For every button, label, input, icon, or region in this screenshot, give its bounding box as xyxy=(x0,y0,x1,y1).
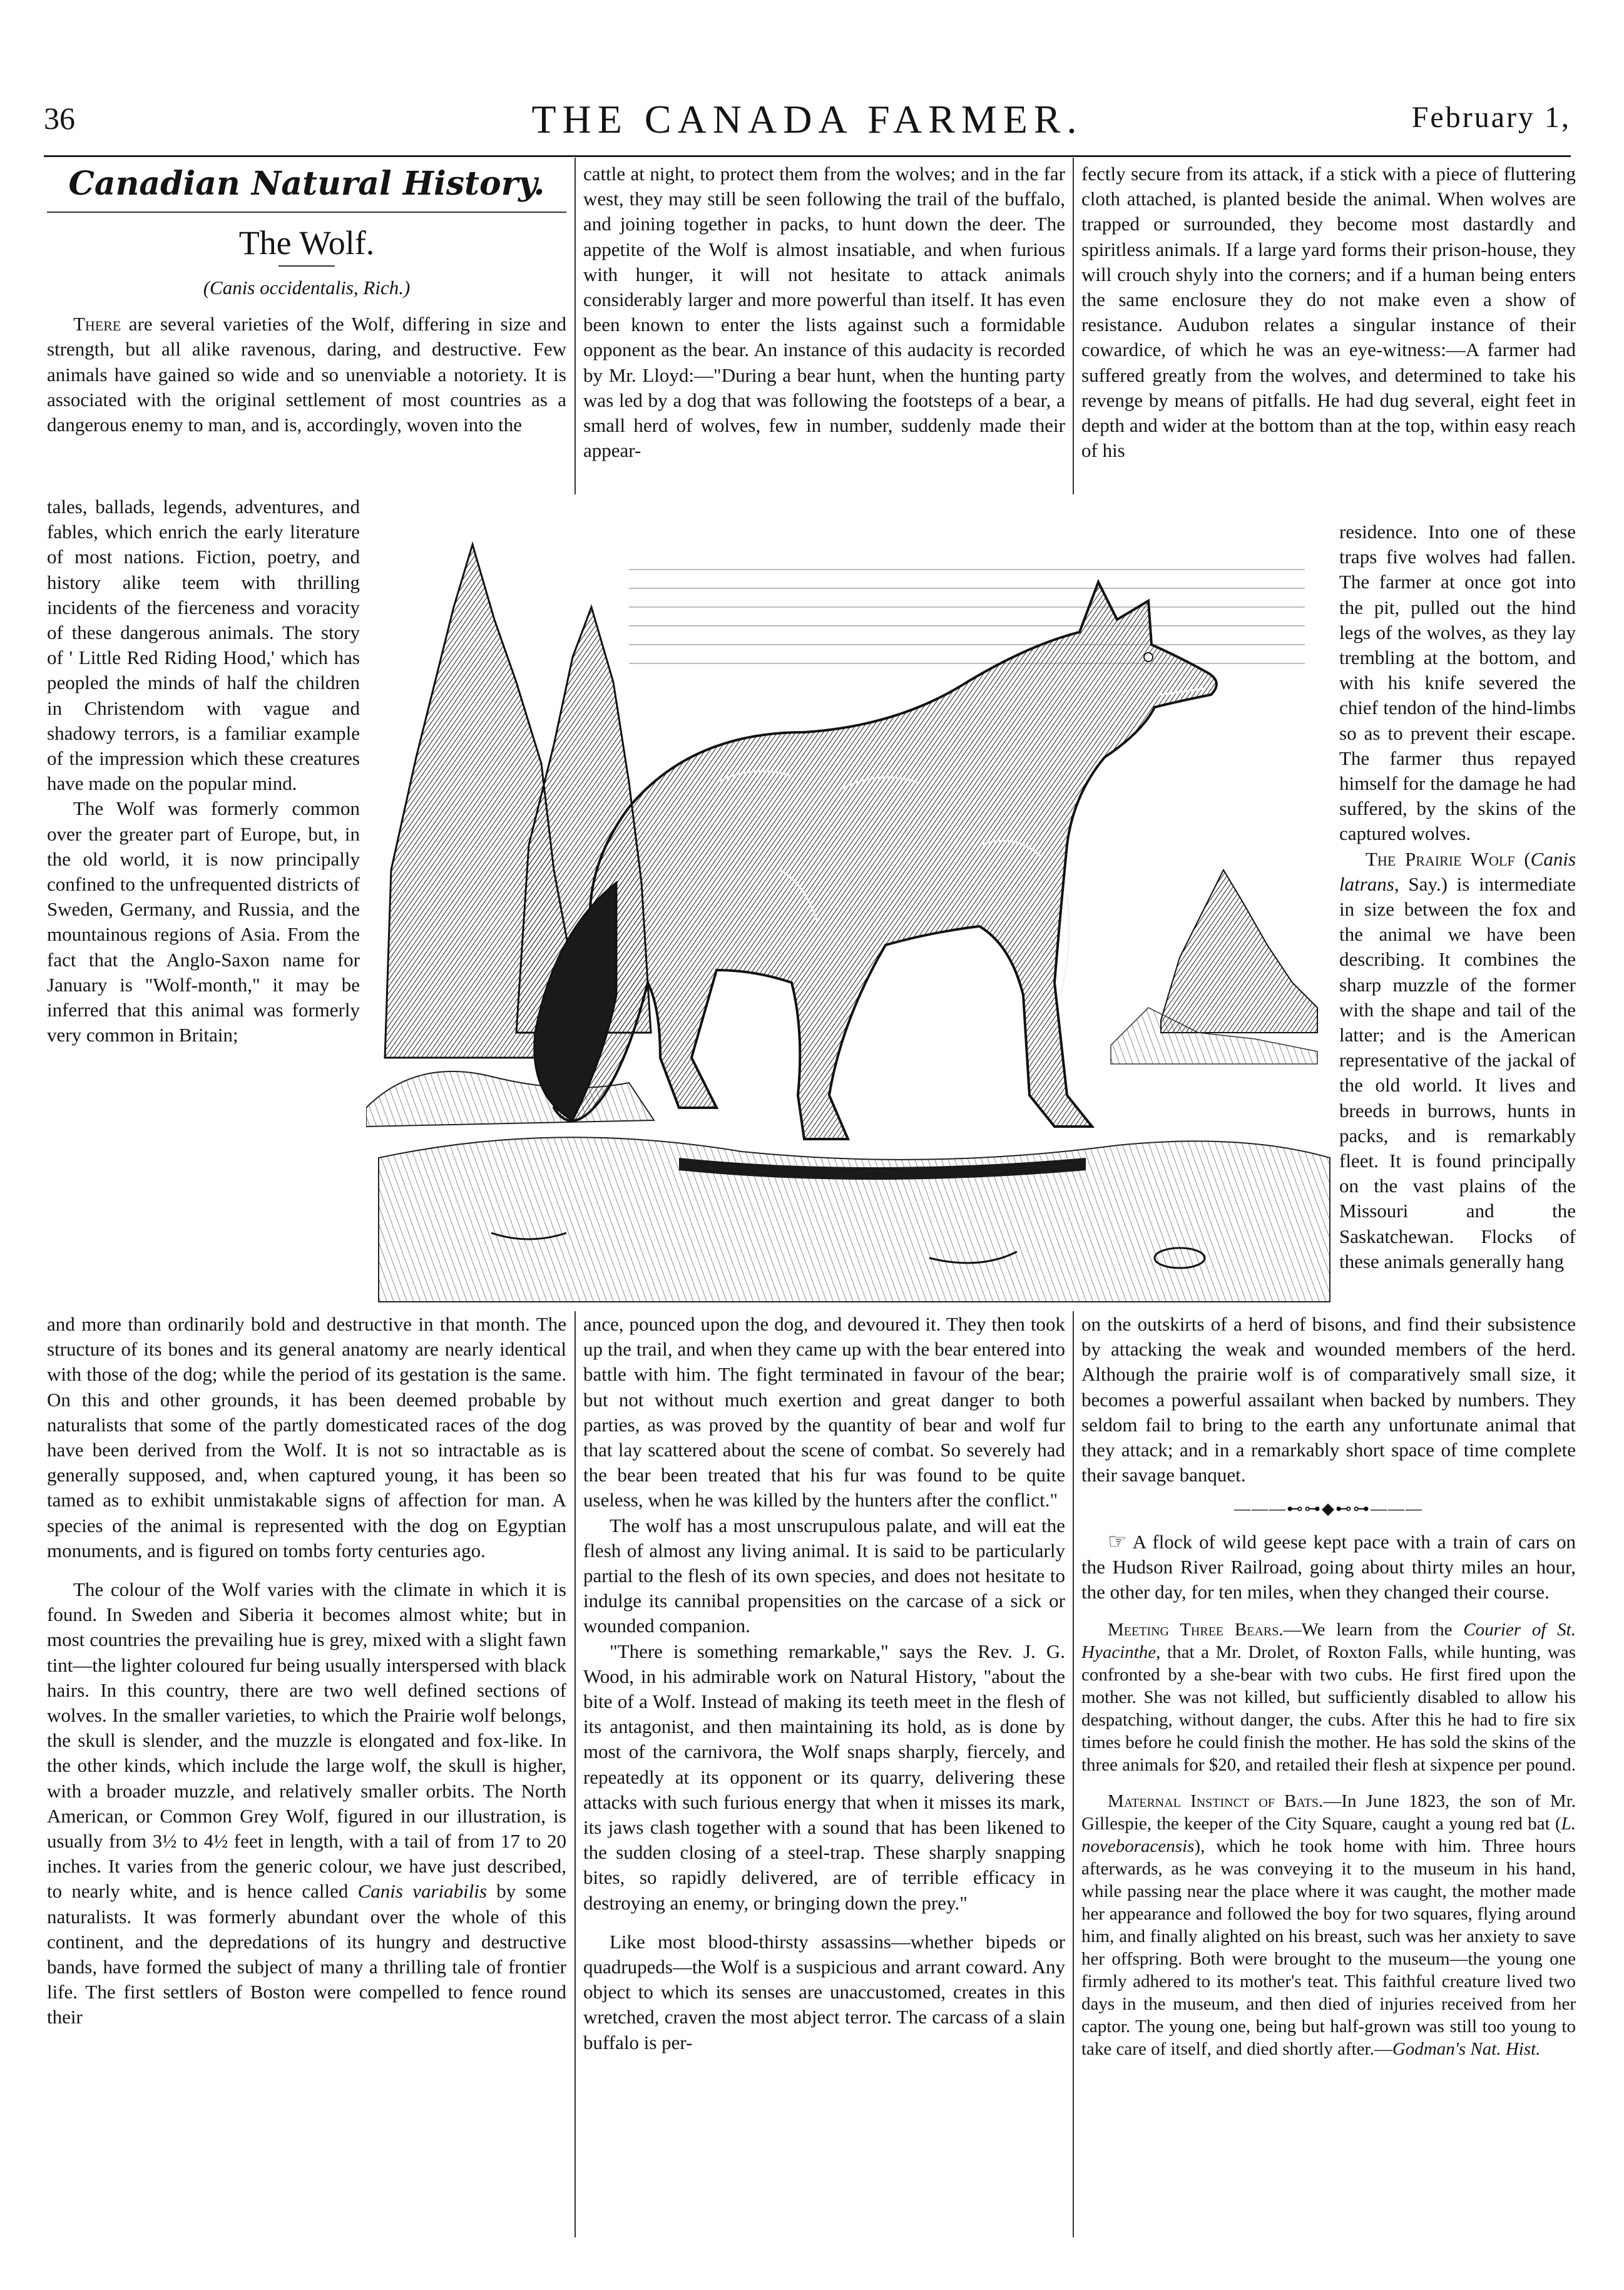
column-3-bottom xyxy=(1081,1312,1576,2060)
subhead: The Prairie Wolf xyxy=(1366,847,1515,870)
item-text: ), which he took home with him. Three hours afterwards, as he was conveying it to the museum in his hand, while passing near the place where it was caught, the mother made her appearance and followed the boy for two squares, flying around him, and finally alighted on his breast, such was her anxiety to save her offspring. Both were brought to the museum—the young one firmly adhered to its mother's teat. This faithful creature lived two days in the museum, and then died of injuries received from her captor. The young one, being but half-grown was still too young to take care of itself, and died shortly after.— xyxy=(1081,1836,1576,2060)
news-item-bears xyxy=(1081,1618,1576,1776)
paragraph: residence. Into one of these traps five wolves had fallen. The farmer at once got into the pit, pulled out the hind legs of the wolves, as they lay trembling at the bottom, and with his knife severed the chief tendon of the hind-limbs so as to prevent their escape. The farmer thus repayed himself for the damage he had suffered, by the skins of the captured wolves. xyxy=(1339,521,1576,845)
page-number: 36 xyxy=(44,101,75,136)
paragraph xyxy=(47,1577,566,2030)
column-2-top xyxy=(583,161,1065,463)
source-citation: Godman's Nat. Hist. xyxy=(1392,2039,1541,2060)
column-1-wrap xyxy=(47,494,360,1048)
column-rule-1-lower xyxy=(575,1311,576,2237)
paragraph-text: The colour of the Wolf varies with the climate in which it is found. In Sweden and Siberia it becomes almost white; but in most countries the prevailing hue is grey, mixed with a slight fawn tint—the lighter coloured fur being usually interspersed with black hairs. In this country, there are two well defined sections of wolves. In the smaller varieties, to which the Prairie wolf belongs, the skull is slender, and the muzzle is elongated and fox-like. In the other kinds, which include the large wolf, the skull is higher, with a broader muzzle, and relatively smaller orbits. The North American, or Common Grey Wolf, figured in our illustration, is usually from 3½ to 4½ feet in length, with a tail of from 17 to 20 inches. It varies from the generic colour, we have just described, to nearly white, and is hence called xyxy=(47,1578,566,1903)
paragraph: "There is something remarkable," says the Rev. J. G. Wood, in his admirable work on Natural History, "about the bite of a Wolf. Instead of making its teeth meet in the flesh of its antagonist, and then maintaining its hold, as is done by most of the carnivora, the Wolf snaps sharply, fiercely, and repeatedly at its opponent or its quarry, delivering these attacks with such furious energy that when it misses its mark, its jaws clash together with a sound that has been likened to the sudden closing of a steel-trap. These sharply snapping bites, so rapidly delivered, are of terrible efficacy in destroying an enemy, or bringing down the prey." xyxy=(583,1640,1065,1914)
paragraph-text: are several varieties of the Wolf, differing in size and strength, but all alike ravenous, daring, and destructive. Few animals have gained so wide and so unenviable a notoriety. It is associated with the original settlement of most countries as a dangerous enemy to man, and is, accordingly, woven into the xyxy=(47,313,566,436)
section-rule xyxy=(47,212,566,213)
paragraph: The wolf has a most unscrupulous palate, and will eat the flesh of almost any living animal. It is said to be particularly partial to the flesh of its own species, and does not hesitate to indulge its cannibal propensities on the carcase of a sick or wounded companion. xyxy=(583,1514,1065,1637)
item-text: —In June 1823, the son of Mr. Gillespie, the keeper of the City Square, caught a young red bat ( xyxy=(1081,1791,1576,1834)
section-heading: Canadian Natural History. xyxy=(68,165,545,203)
column-3-wrap xyxy=(1339,519,1576,1274)
paragraph: on the outskirts of a herd of bisons, and find their subsistence by attacking the weak and wounded members of the herd. Although the prairie wolf is of comparatively small size, it becomes a powerful assailant when backed by numbers. They seldom fail to bring to the earth any unfortunate animal that they attack; and in a remarkably short space of time complete their savage banquet. xyxy=(1081,1313,1576,1486)
paragraph: and more than ordinarily bold and destructive in that month. The structure of its bones and its general anatomy are nearly identical with those of the dog; while the period of its gestation is the same. On this and other grounds, it has been deemed probable by naturalists that some of the partly domesticated races of the dog have been derived from the Wolf. It is not so intractable as is generally supposed, and, when captured young, it has been so tamed as to exhibit unmistakable signs of affection for man. A species of the animal is represented with the dog on Egyptian monuments, and is figured on tombs forty centuries ago. xyxy=(47,1313,566,1562)
paragraph: ance, pounced upon the dog, and devoured it. They then took up the trail, and when they came up with the bear entered into battle with him. The fight terminated in favour of the bear; but not without much exertion and great danger to both parties, as was proved by the quantity of bear and wolf fur that lay scattered about the scene of combat. So severely had the bear been treated that his fur was found to be quite useless, when he was killed by the hunters after the conflict." xyxy=(583,1313,1065,1511)
column-rule-2-lower xyxy=(1073,1311,1074,2237)
column-3-top xyxy=(1081,161,1576,463)
wolf-illustration xyxy=(366,494,1339,1308)
news-item-bats xyxy=(1081,1790,1576,2060)
paragraph-text: , Say.) is intermediate in size between the fox and the animal we have been describing. It combines the sharp muzzle of the former with the shape and tail of the latter; and is the American representative of the jackal of the old world. It lives and breeds in burrows, hunts in packs, and is remarkably fleet. It is found principally on the vast plains of the Missouri and the Saskatchewan. Flocks of these animals generally hang xyxy=(1339,872,1576,1272)
item-text: —We learn from the xyxy=(1283,1620,1464,1640)
item-lead: Maternal Instinct of Bats. xyxy=(1108,1791,1324,1812)
item-text: , that a Mr. Drolet, of Roxton Falls, while hunting, was confronted by a she-bear with two cubs. He first fired upon the mother. She was not killed, but sufficiently disabled to allow his despatching, without danger, the cubs. After this he had to fire six times before he could finish the mother. He has sold the skins of the three animals for $20, and retailed their flesh at sixpence per pound. xyxy=(1081,1642,1576,1776)
item-lead: Meeting Three Bears. xyxy=(1108,1620,1284,1640)
news-item-geese xyxy=(1081,1530,1576,1605)
column-1-top xyxy=(47,161,566,437)
paragraph xyxy=(47,312,566,437)
header-rule xyxy=(44,155,1571,157)
ground xyxy=(379,1137,1330,1302)
paragraph-text: by some naturalists. It was formerly abundant over the whole of this continent, and the depredations of its hungry and destructive bands, have formed the subject of many a thrilling tale of frontier life. The first settlers of Boston were compelled to fence round their xyxy=(47,1880,566,2028)
newspaper-name: Courier of St. Hyacinthe xyxy=(1081,1620,1576,1663)
publication-title: THE CANADA FARMER. xyxy=(531,97,1083,141)
paragraph: The Wolf was formerly common over the greater part of Europe, but, in the old world, it is now principally confined to the unfrequented districts of Sweden, Germany, and Russia, and the mountainous regions of Asia. From the fact that the Anglo-Saxon name for January is "Wolf-month," it may be inferred that this animal was formerly very common in Britain; xyxy=(47,797,360,1046)
scientific-name: (Canis occidentalis, Rich.) xyxy=(203,277,411,299)
paragraph: cattle at night, to protect them from the wolves; and in the far west, they may still be seen following the trail of the buffalo, and joining together in packs, to hunt down the deer. The appetite of the Wolf is almost insatiable, and when furious with hunger, it will not hesitate to attack animals considerably larger and more powerful than itself. It has even been known to enter the lists against such a formidable opponent as the bear. An instance of this audacity is recorded by Mr. Lloyd:—"During a bear hunt, when the hunting party was led by a dog that was following the footsteps of a bear, a small herd of wolves, few in number, suddenly made their appear- xyxy=(583,163,1065,462)
page-header xyxy=(44,97,1571,150)
species-name: Canis latrans xyxy=(1339,847,1576,895)
species-name: Canis variabilis xyxy=(357,1880,488,1903)
article-title: The Wolf. xyxy=(238,224,375,262)
paragraph: fectly secure from its attack, if a stick with a piece of fluttering cloth attached, is planted beside the animal. When wolves are trapped or surrounded, they become most dastardly and spiritless animals. If a large yard forms their prison-house, they will crouch shyly into the corners; and if a human being enters the same enclosure they do not make even a show of resistance. Audubon relates a singular instance of their cowardice, of which he was an eye-witness:—A farmer had suffered greatly from the wolves, and determined to take his revenge by means of pitfalls. He had dug several, eight feet in depth and wider at the bottom than at the top, within easy reach of his xyxy=(1081,163,1576,462)
trees-right xyxy=(1111,870,1317,1064)
title-rule xyxy=(278,265,335,267)
paragraph: Like most blood-thirsty assassins—whether bipeds or quadrupeds—the Wolf is a suspicious and arrant coward. Any object to which its senses are unaccustomed, creates in this wretched, craven the most abject terror. The carcass of a slain buffalo is per- xyxy=(583,1930,1065,2053)
species-name: L. noveboracensis xyxy=(1081,1814,1576,1857)
column-rule-2 xyxy=(1073,158,1074,494)
paragraph: tales, ballads, legends, adventures, and fables, which enrich the early literature of most nations. Fiction, poetry, and history alike teem with thrilling incidents of the fierceness and voracity of these dangerous animals. The story of ' Little Red Riding Hood,' which has peopled the minds of half the children in Christendom with vague and shadowy terrors, is a familiar example of the impression which these creatures have made on the popular mind. xyxy=(47,496,360,795)
paragraph: The Prairie Wolf (Canis latrans, Say.) is intermediate in size between the fox and the animal we have been describing. It combines the sharp muzzle of the former with the shape and tail of the latter; and is the American representative of the jackal of the old world. It lives and breeds in burrows, hunts in packs, and is remarkably fleet. It is found principally on the vast plains of the Missouri and the Saskatchewan. Flocks of these animals generally hang xyxy=(1339,847,1576,1272)
sky-shading xyxy=(629,570,1305,663)
drop-lead: There xyxy=(73,313,121,335)
ornament-divider: ———⊷⊶◆⊷⊶——— xyxy=(1234,1500,1423,1518)
column-1-bottom xyxy=(47,1312,566,2030)
issue-date: February 1, xyxy=(1411,101,1571,134)
pointing-hand-icon: ☞ xyxy=(1108,1530,1127,1553)
column-rule-1 xyxy=(575,158,576,494)
column-2-bottom xyxy=(583,1312,1065,2055)
item-text: A flock of wild geese kept pace with a train of cars on the Hudson River Railroad, going about thirty miles an hour, the other day, for ten miles, when they changed their course. xyxy=(1081,1530,1576,1603)
